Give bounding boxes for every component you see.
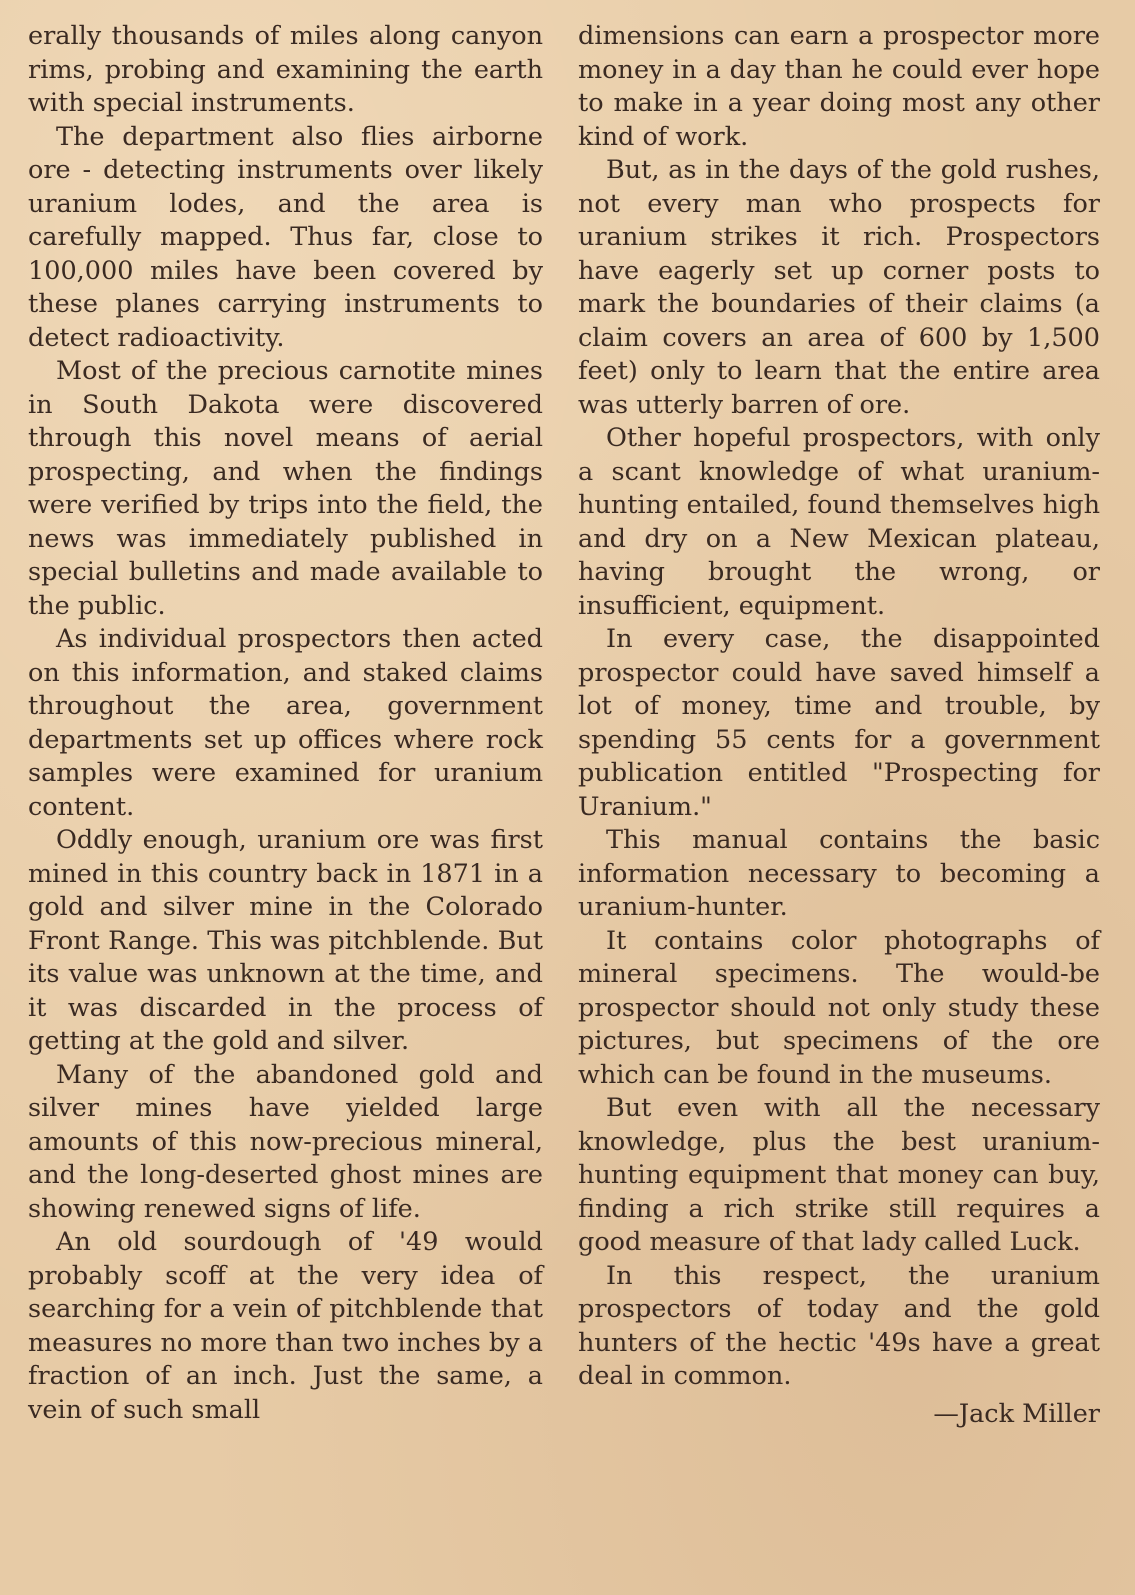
paragraph: Other hopeful prospectors, with only a scant knowledge of what uranium-hunting entailed, found themselves high and dry on a New Mexican plateau, having brought the wrong, or insufficient, equipment. <box>578 423 1100 621</box>
paragraph: Oddly enough, uranium ore was first mined in this country back in 1871 in a gold and silver mine in the Colorado Front Range. This was pitchblende. But its value was unknown at the time, and it was discarded in the process of getting at the gold and silver. <box>28 825 543 1056</box>
paragraph: But, as in the days of the gold rushes, not every man who prospects for uranium strikes it rich. Prospectors have eagerly set up corner posts to mark the boundaries of their claims (a claim covers an area of 600 by 1,500 feet) only to learn that the entire area was utterly barren of ore. <box>578 155 1100 420</box>
paragraph: As individual prospectors then acted on this information, and staked claims throughout the area, government departments set up offices where rock samples were examined for uranium content. <box>28 624 543 822</box>
paragraph: It contains color photographs of mineral specimens. The would-be prospector should not only study these pictures, but specimens of the ore which can be found in the museums. <box>578 925 1100 1090</box>
left-column <box>28 20 543 1427</box>
paragraph: An old sourdough of '49 would probably scoff at the very idea of searching for a vein of pitchblende that measures no more than two inches by a fraction of an inch. Just the same, a vein of such small <box>28 1227 543 1425</box>
paragraph: This manual contains the basic information necessary to becoming a uranium-hunter. <box>578 825 1100 922</box>
paragraph: In this respect, the uranium prospectors of today and the gold hunters of the hectic '49s have a great deal in common. <box>578 1260 1100 1391</box>
author-signature: —Jack Miller <box>933 1398 1100 1429</box>
paragraph: In every case, the disappointed prospector could have saved himself a lot of money, time and trouble, by spending 55 cents for a government publication entitled "Prospecting for Uranium." <box>578 624 1100 822</box>
paragraph: Most of the precious carnotite mines in South Dakota were discovered through this novel means of aerial prospecting, and when the findings were verified by trips into the field, the news was immediately published in special bulletins and made available to the public. <box>28 356 543 621</box>
right-column <box>578 20 1100 1431</box>
paragraph: dimensions can earn a prospector more money in a day than he could ever hope to make in a year doing most any other kind of work. <box>578 21 1100 152</box>
paragraph: erally thousands of miles along canyon rims, probing and examining the earth with special instruments. <box>28 21 543 118</box>
paragraph: The department also flies airborne ore - detecting instruments over likely uranium lodes, and the area is carefully mapped. Thus far, close to 100,000 miles have been covered by these planes carrying instruments to detect radioactivity. <box>28 121 543 353</box>
paragraph: Many of the abandoned gold and silver mines have yielded large amounts of this now-precious mineral, and the long-deserted ghost mines are showing renewed signs of life. <box>28 1059 543 1224</box>
paragraph: But even with all the necessary knowledge, plus the best uranium-hunting equipment that money can buy, finding a rich strike still requires a good measure of that lady called Luck. <box>578 1093 1100 1257</box>
